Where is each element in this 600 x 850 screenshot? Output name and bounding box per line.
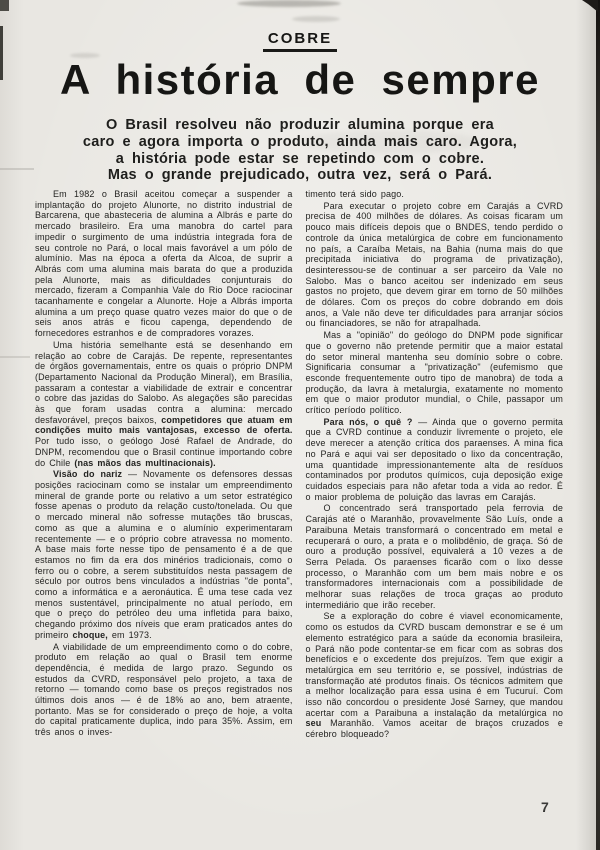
scan-mark-top-right <box>582 0 598 12</box>
article-deck <box>0 117 600 184</box>
bold-text: choque, <box>72 629 108 640</box>
column-left <box>35 189 293 807</box>
paragraph <box>306 503 564 610</box>
scan-mark-top-left <box>0 0 9 11</box>
scan-streak <box>0 356 30 358</box>
body-text: em 1973. <box>107 629 152 640</box>
scan-smudge <box>292 16 340 22</box>
column-right <box>306 189 564 807</box>
paragraph <box>35 340 293 468</box>
scan-smudge <box>237 0 341 7</box>
page-number: 7 <box>541 799 549 815</box>
body-text: Mas a "opinião" do geólogo do DNPM pode significar que o governo não pretende permitir que a maior estatal do setor mineral mantenha seu domínio sobre o cobre. Significaria consumar a "privatização" (eufemismo que esconde frequentemente outro tipo de manobra) de toda a produção, da lavra à metalurgia, exatamente no momento em que o maior produtor mundial, o Chile, passapor um crítico período político. <box>305 330 563 416</box>
body-text: Se a exploração do cobre é viavel economicamente, como os estudos da CVRD buscam demonstrar e se é um elemento estratégico para a saúde da economia brasileira, o Pará não pode contentar-se em ficar com as sobras dos benefícios e o excedente dos prejuízos. Tem que exigir a metalúrgica em seu território e, se possível, indústrias de transformação até produtos finais. Os técnicos admitem que a melhor localização para essa usina é em Tucuruí. Com isso não concordou o presidente José Sarney, que mandou acertar com a Paraibuna a instalação da metalúrgica no <box>305 611 563 718</box>
paragraph <box>306 330 564 416</box>
body-text: Por tudo isso, o geólogo José Rafael de Andrade, do DNPM, recomendou que o Brasil continue importando cobre do Chile <box>35 436 293 468</box>
bold-text: seu <box>305 718 322 729</box>
paragraph <box>35 189 293 339</box>
article-body <box>35 189 563 807</box>
section-kicker: COBRE <box>263 30 337 52</box>
deck-line: a história pode estar se repetindo com o cobre. <box>115 150 485 167</box>
body-text: Em 1982 o Brasil aceitou começar a suspender a implantação do projeto Alunorte, no distrito industrial de Barcarena, que abasteceria de alumina a Albrás e parte do mercado brasileiro. Era uma manobra do cartel para impedir o surgimento de uma indústria integrada fora de seu controle no Pará, o local mais favorável a um pólo de alumínio. Mas na época a oferta da Alcoa, de suprir a Albrás com uma alumina mais barata do que a produzida pela Alunorte, mais as dificuldades conjunturais do mercado, fizeram a Companhia Vale do Rio Doce raciocinar tacanhamente e congelar a Alunorte. Hoje a Albrás importa alumina a um preço quase quatro vezes maior do que o de seis anos atrás e ficou capenga, dependendo de fornecedores estranhos e de compradores vorazes. <box>35 189 293 339</box>
deck-line: O Brasil resolveu não produzir alumina porque era <box>105 117 495 133</box>
body-text: O concentrado será transportado pela ferrovia de Carajás até o Maranhão, provavelmente São Luís, onde a Paraibuna Metais transformará o concentrado em metal e recuperará o ouro, a prata e o molibdênio, de graça. Só de ouro a produção possível, equivalerá a 10 vezes a de Serra Pelada. Os paraenses ficarão com o lixo desse processo, o Maranhão com um bem mais nobre e os transformadores internacionais com a possibilidade de melhorar suas relações de troca graças ao produto intermediário que irão receber. <box>305 503 563 610</box>
paragraph <box>35 642 293 738</box>
body-text: timento terá sido pago. <box>305 189 405 199</box>
kicker-wrap <box>0 30 600 52</box>
body-text: — Novamente os defensores dessas posições raciocinam como se instalar um empreendimento mineral de grande porte ou relativo a um setor estratégico fosse apenas o produto da relação custo/tonelada. Ou que o mercado mineral não sofresse mutações tão bruscas, como as que a alumina e o alumínio experimentaram recentemente — e o próprio cobre atravessa no momento. A base mais forte nesse tipo de pensamento é a de que estamos no fim da era dos minérios tradicionais, como o ferro ou o cobre, a serem substituídos nesta passagem de século por outros bens vinculados a indústrias "de ponta", como a informática e a aeronáutica. É uma tese cada vez menos sustentável, principalmente no atual período, em que o preço do petróleo deu uma infletida para baixo, chegando próximo dos níveis que eram praticados antes do primeiro <box>35 469 293 640</box>
paragraph <box>35 469 293 640</box>
body-text: Para executar o projeto cobre em Carajás a CVRD precisa de 400 milhões de dólares. As coisas ficaram um pouco mais difíceis depois que o BNDES, tendo perdido o controle da única metalúrgica de cobre em funcionamento no país, a Caraíba Metais, na Bahia (numa mais do que precipitada iniciativa do programa de privatização), desinteressou-se de continuar a ser parceiro da Vale no Salobo. Mas o banco aceitou ser indenizado em seus gastos no projeto, que devem girar em torno de 50 milhões de dólares. Com os preços do cobre dobrando em dois anos, a Vale não deve ter dificuldades para arranjar sócios ou financiadores, se não for atrapalhada. <box>305 200 563 329</box>
bold-text: Visão do nariz <box>53 469 123 480</box>
bold-text: (nas mãos das multinacionais). <box>74 457 216 468</box>
body-text: — Ainda que o governo permita que a CVRD continue a conduzir livremente o projeto, ele deve merecer a atenção crítica dos paraenses. A mina fica no Pará e aqui vai ser depositado o lixo da concentração, uma quantidade impressionantemente alta de resíduos contaminados por produtos químicos, cuja deposição exige cuidados especiais para não afetar toda a vida ao redor. É o maior problema de poluição das lavras em Carajás. <box>305 416 563 502</box>
body-text: Uma história semelhante está se desenhando em relação ao cobre de Carajás. De repente, representantes de órgãos governamentais, entre os quais o próprio DNPM (Departamento Nacional da Produção Mineral), em Brasília, passaram a contestar a viabilidade de extrair e concentrar o cobre das jazidas do Salobo. As alegações são parecidas às que foram usadas contra a alumina: mercado desfavorável, preços baixos, <box>35 339 293 425</box>
bold-text: competidores que atuam em condições muito mais vantajosas, excesso de oferta. <box>35 414 293 436</box>
paragraph <box>306 611 564 739</box>
article-headline: A história de sempre <box>60 56 540 103</box>
deck-line: Mas o grande prejudicado, outra vez, será o Pará. <box>107 167 493 184</box>
paragraph <box>306 417 564 503</box>
paragraph <box>306 201 564 329</box>
bold-text: Para nós, o quê ? <box>323 416 413 427</box>
paragraph <box>306 189 564 200</box>
body-text: A viabilidade de um empreendimento como o do cobre, produto em relação ao qual o Brasil tem enorme dependência, é medida de largo prazo. Segundo os estudos da CVRD, responsável pelo projeto, a taxa de retorno — tomando como base os preços registrados nos últimos dois anos — é de 18% ao ano, bem atraente, portanto. Mas se for considerado o preço de hoje, a volta do capital praticamente duplica, indo para 35%. Assim, em três anos o inves- <box>35 641 293 738</box>
body-text: Maranhão. Vamos aceitar de braços cruzados e cérebro bloqueado? <box>305 718 563 740</box>
deck-line: caro e agora importa o produto, ainda mais caro. Agora, <box>82 133 518 150</box>
